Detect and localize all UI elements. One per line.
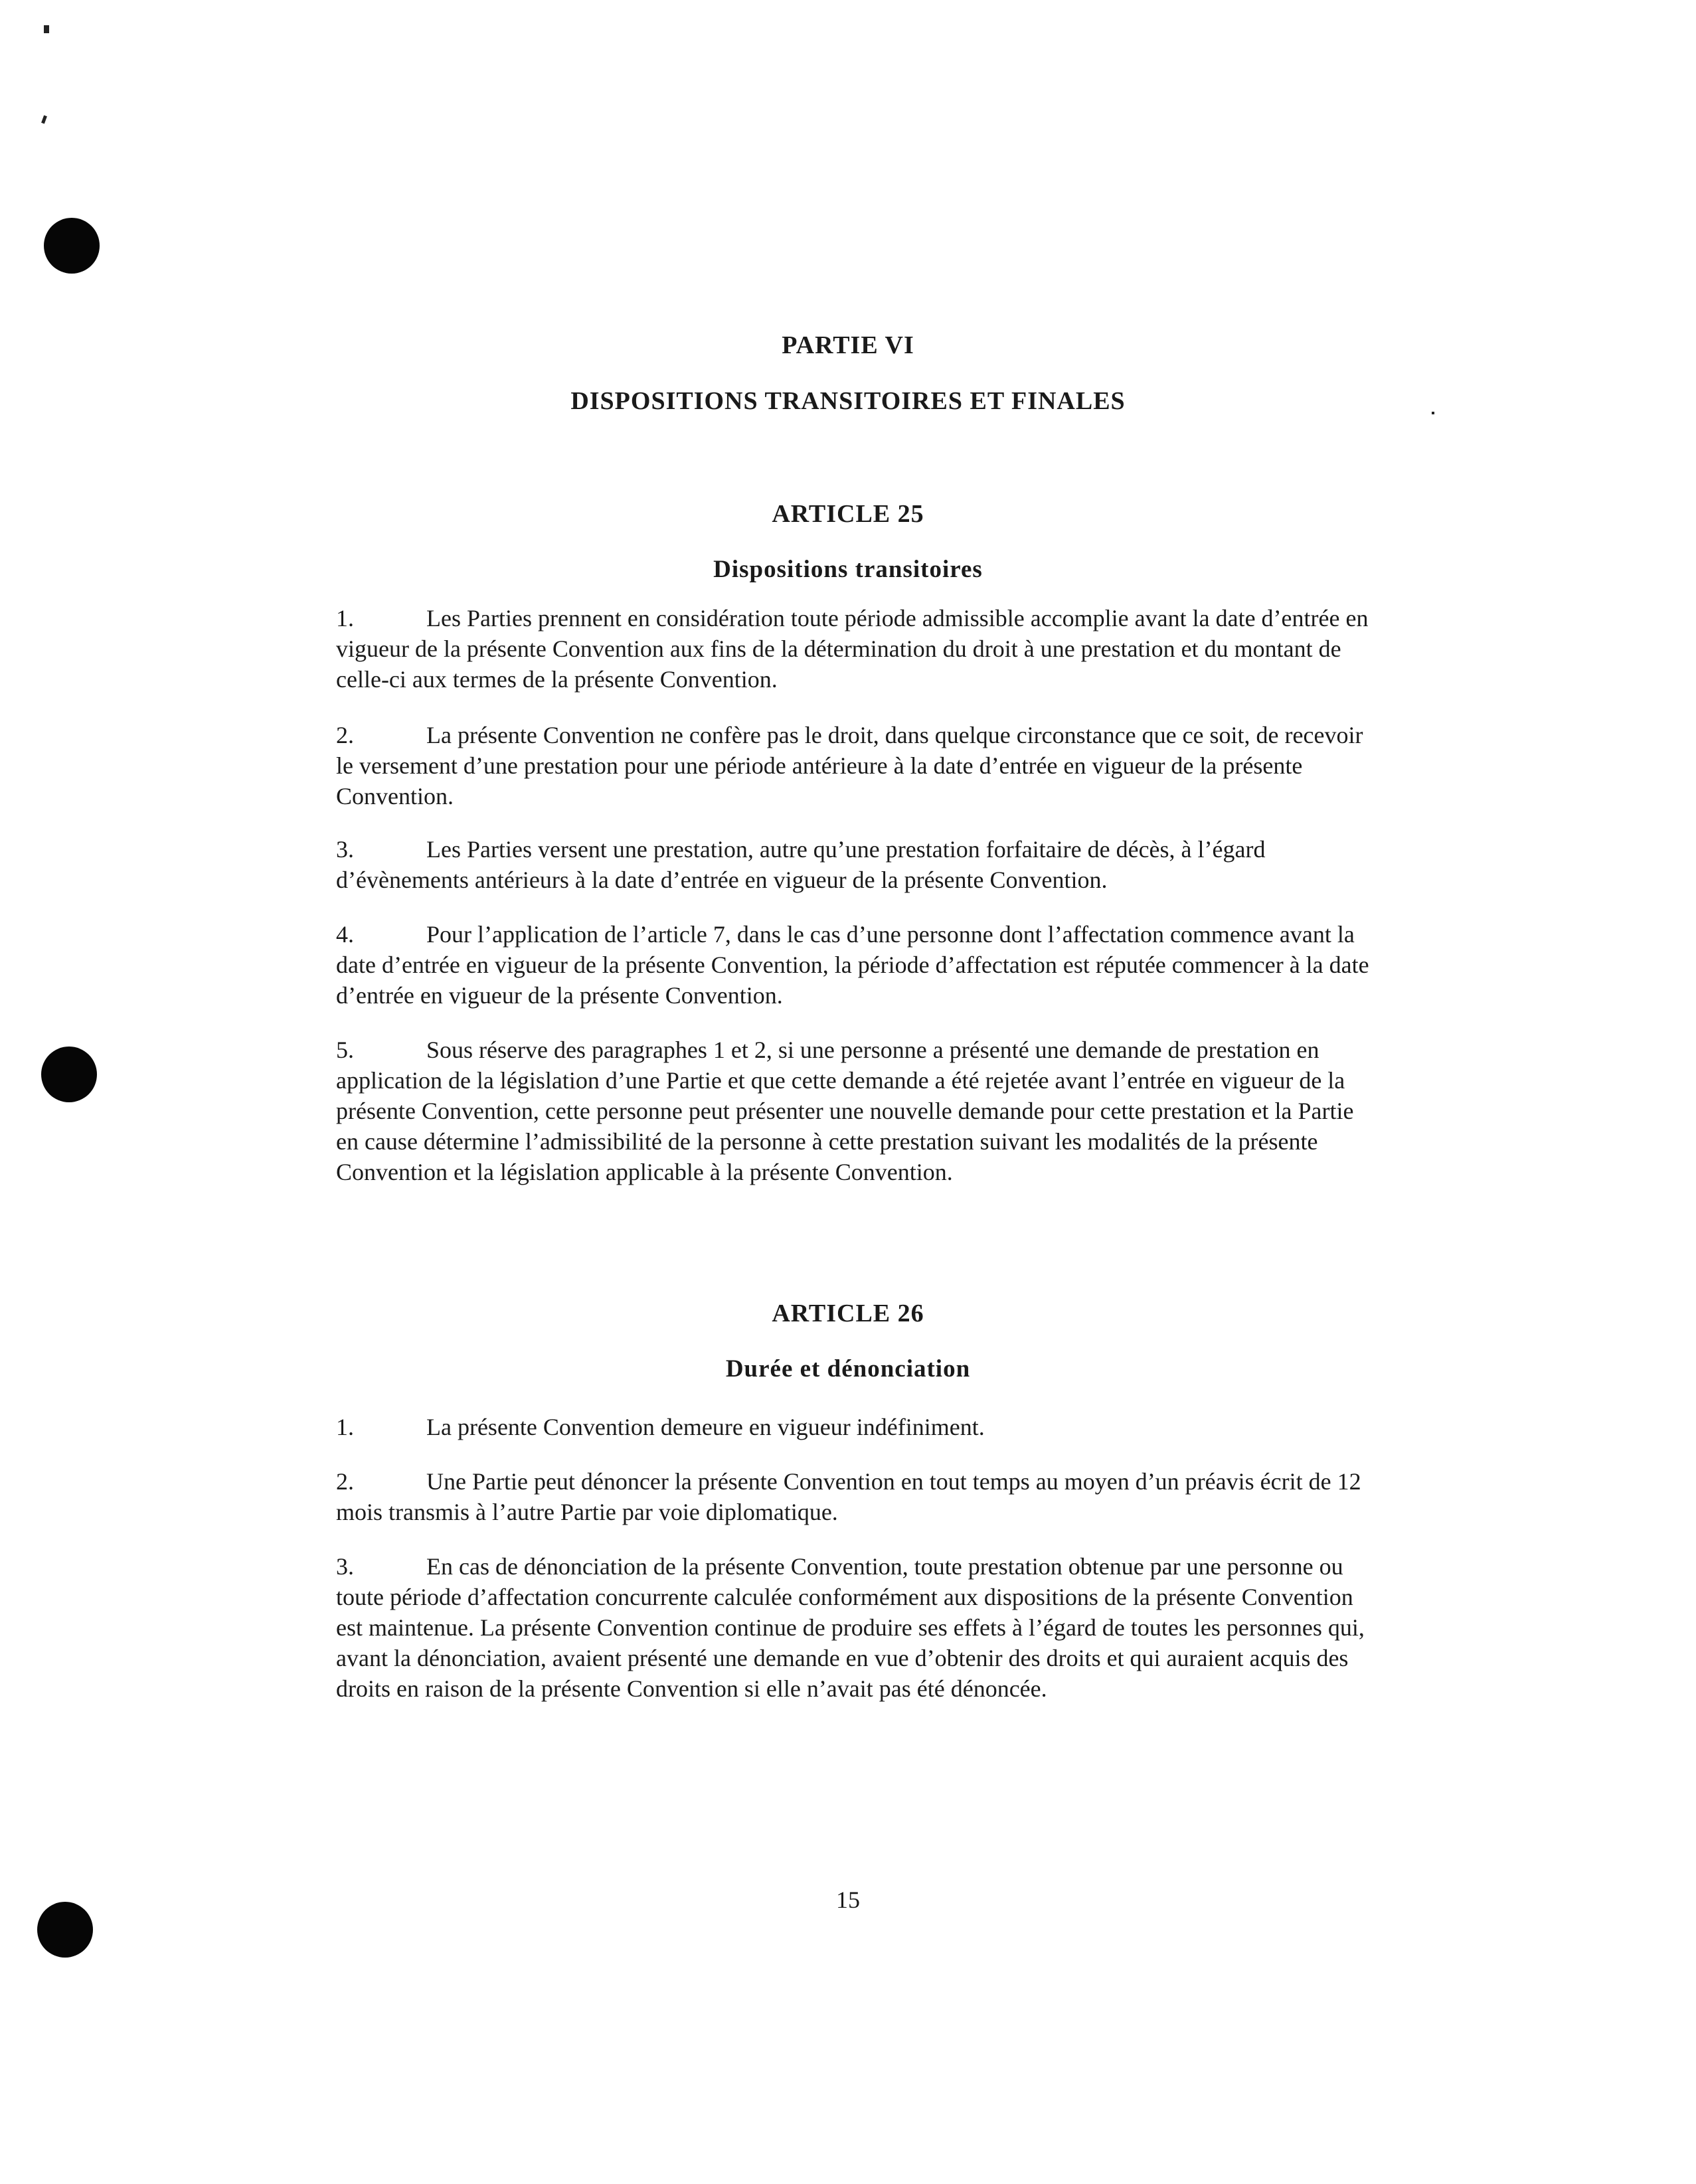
article-subtitle: Durée et dénonciation xyxy=(725,1355,971,1383)
article-paragraph xyxy=(336,603,1372,695)
paragraph-number: 3. xyxy=(336,1553,354,1580)
article-subtitle: Dispositions transitoires xyxy=(713,556,983,583)
article-paragraph xyxy=(336,834,1372,895)
article-paragraph xyxy=(336,1466,1372,1527)
paragraph-text: Les Parties prennent en considération toute période admissible accomplie avant la date d’entrée en vigueur de la présente Convention aux fins de la détermination du droit à une prestation et du montant de celle-ci aux termes de la présente Convention. xyxy=(336,605,1369,693)
paragraph-number: 1. xyxy=(336,1414,354,1440)
paragraph-number: 4. xyxy=(336,921,354,948)
paragraph-number: 2. xyxy=(336,1468,354,1495)
paragraph-text: Une Partie peut dénoncer la présente Convention en tout temps au moyen d’un préavis écrit de 12 mois transmis à l’autre Partie par voie diplomatique. xyxy=(336,1468,1361,1525)
part-heading: PARTIE VI xyxy=(782,331,914,359)
article-title: ARTICLE 26 xyxy=(772,1300,924,1327)
paragraph-text: Les Parties versent une prestation, autre qu’une prestation forfaitaire de décès, à l’égard d’évènements antérieurs à la date d’entrée en vigueur de la présente Convention. xyxy=(336,836,1266,893)
article-title: ARTICLE 25 xyxy=(772,500,924,528)
article-paragraph xyxy=(336,1551,1372,1704)
paragraph-number: 1. xyxy=(336,605,354,631)
article-paragraph xyxy=(336,720,1372,811)
part-title: DISPOSITIONS TRANSITOIRES ET FINALES xyxy=(570,387,1126,415)
paragraph-number: 2. xyxy=(336,722,354,748)
paragraph-number: 5. xyxy=(336,1037,354,1063)
paragraph-number: 3. xyxy=(336,836,354,863)
paragraph-text: En cas de dénonciation de la présente Convention, toute prestation obtenue par une personne ou toute période d’affectation concurrente calculée conformément aux dispositions de la présente Convention est maintenue. La présente Convention continue de produire ses effets à l’égard de toutes les personnes qui, avant la dénonciation, avaient présenté une demande en vue d’obtenir des droits et qui auraient acquis des droits en raison de la présente Convention si elle n’avait pas été dénoncée. xyxy=(336,1553,1365,1702)
article-paragraph xyxy=(336,919,1372,1011)
page-number: 15 xyxy=(836,1887,860,1913)
punch-hole xyxy=(44,218,100,274)
scan-speck xyxy=(41,116,47,124)
punch-hole xyxy=(41,1047,97,1102)
article-paragraph xyxy=(336,1035,1372,1187)
article-paragraph xyxy=(336,1412,1372,1442)
paragraph-text: La présente Convention demeure en vigueur indéfiniment. xyxy=(426,1414,985,1440)
scan-speck xyxy=(44,25,49,33)
paragraph-text: Sous réserve des paragraphes 1 et 2, si une personne a présenté une demande de prestation en application de la législation d’une Partie et que cette demande a été rejetée avant l’entrée en vigueur de la présente Convention, cette personne peut présenter une nouvelle demande pour cette prestation et la Partie en cause détermine l’admissibilité de la personne à cette prestation suivant les modalités de la présente Convention et la législation applicable à la présente Convention. xyxy=(336,1037,1354,1185)
paragraph-text: La présente Convention ne confère pas le droit, dans quelque circonstance que ce soit, de recevoir le versement d’une prestation pour une période antérieure à la date d’entrée en vigueur de la présente Convention. xyxy=(336,722,1363,809)
paragraph-text: Pour l’application de l’article 7, dans le cas d’une personne dont l’affectation commence avant la date d’entrée en vigueur de la présente Convention, la période d’affectation est réputée commencer à la date d’entrée en vigueur de la présente Convention. xyxy=(336,921,1369,1009)
